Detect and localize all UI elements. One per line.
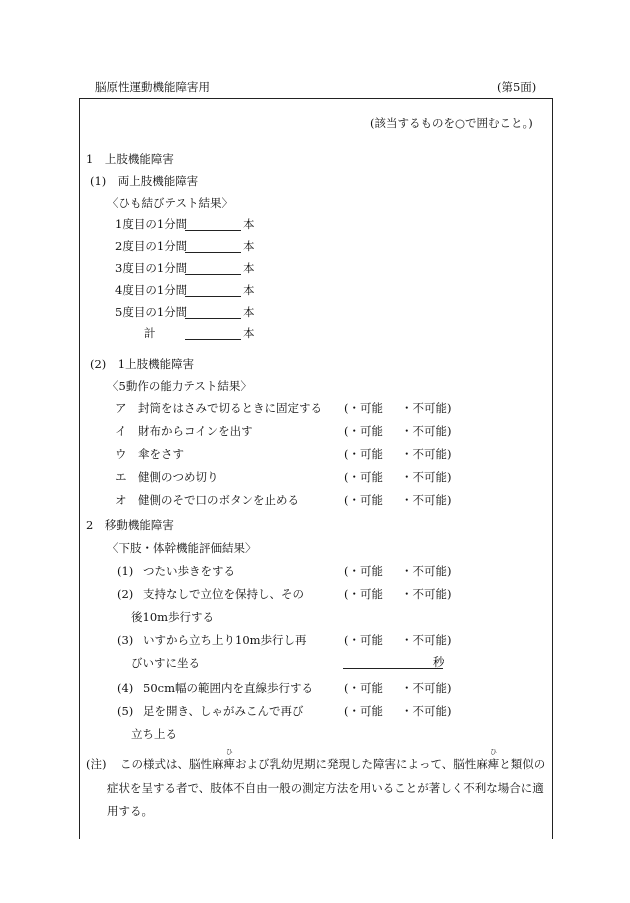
mobility-impossible-option[interactable]: ・不可能) [401,587,452,601]
action-mark: イ [115,424,127,438]
action-impossible-option[interactable]: ・不可能) [401,424,452,438]
tie-row-blank-line [185,274,241,275]
note-line-3: 用する。 [107,804,153,818]
mobility-possible-option[interactable]: (・可能 [344,704,383,718]
mobility-test-title: 〈下肢・体幹機能評価結果〉 [107,541,257,555]
note-label: (注) [86,757,107,771]
note-line-1: この様式は、脳性麻痺 ひ および乳幼児期に発現した障害によって、脳性麻痺 ひ と類似の [120,748,546,771]
mobility-text-cont: びいすに坐る [131,656,200,670]
action-text: 財布からコインを出す [138,424,253,438]
action-possible-option[interactable]: (・可能 [344,470,383,484]
section1-sub1-heading: (1) 両上肢機能障害 [90,174,199,188]
instruction-text: (該当するものを○で囲むこと。) [370,116,533,130]
mobility-possible-option[interactable]: (・可能 [344,633,383,647]
mobility-num: (1) [117,564,134,578]
tie-row-unit: 本 [243,261,255,275]
mobility-text: いすから立ち上り10m歩行し再 [143,633,307,647]
mobility-num: (4) [117,681,134,695]
section2-heading: 2 移動機能障害 [86,518,174,532]
mobility-text: つたい歩きをする [143,564,235,578]
tie-row-blank-line [185,252,241,253]
mobility-impossible-option[interactable]: ・不可能) [401,633,452,647]
action-text: 健側のそで口のボタンを止める [138,493,299,507]
action-mark: オ [115,493,127,507]
tie-row-label: 2度目の1分間 [115,239,188,253]
mobility-impossible-option[interactable]: ・不可能) [401,681,452,695]
mobility-text: 足を開き、しゃがみこんで再び [143,704,304,718]
tie-row-blank-line [185,296,241,297]
seconds-unit: 秒 [433,655,445,669]
note-line-2: 症状を呈する者で、肢体不自由一般の測定方法を用いることが著しく不利な場合に適 [107,781,544,795]
action-text: 傘をさす [138,447,184,461]
mobility-num: (2) [117,587,134,601]
tie-row-label: 4度目の1分間 [115,283,188,297]
mobility-impossible-option[interactable]: ・不可能) [401,704,452,718]
total-unit: 本 [243,326,255,340]
action-possible-option[interactable]: (・可能 [344,401,383,415]
mobility-text: 支持なしで立位を保持し、その [143,587,304,601]
action-mark: エ [115,470,127,484]
action-impossible-option[interactable]: ・不可能) [401,401,452,415]
tie-row-blank-line [185,230,241,231]
form-title: 脳原性運動機能障害用 [95,80,210,94]
action-impossible-option[interactable]: ・不可能) [401,470,452,484]
tie-row-blank-line [185,318,241,319]
tie-row-unit: 本 [243,239,255,253]
action-mark: ウ [115,447,127,461]
action-text: 健側のつめ切り [138,470,219,484]
five-actions-test-title: 〈5動作の能力テスト結果〉 [107,379,252,393]
tie-row-unit: 本 [243,217,255,231]
action-text: 封筒をはさみで切るときに固定する [138,401,322,415]
action-impossible-option[interactable]: ・不可能) [401,493,452,507]
tie-row-label: 3度目の1分間 [115,261,188,275]
section1-heading: 1 上肢機能障害 [86,152,174,166]
action-possible-option[interactable]: (・可能 [344,447,383,461]
ruby-mahi-1: 痺 ひ [223,748,235,771]
tie-row-unit: 本 [243,283,255,297]
section1-sub2-heading: (2) 1上肢機能障害 [90,357,195,371]
mobility-possible-option[interactable]: (・可能 [344,681,383,695]
action-possible-option[interactable]: (・可能 [344,424,383,438]
string-tie-test-title: 〈ひも結びテスト結果〉 [107,196,234,210]
mobility-text-cont: 立ち上る [131,727,177,741]
mobility-num: (5) [117,704,134,718]
tie-row-label: 1度目の1分間 [115,217,188,231]
mobility-impossible-option[interactable]: ・不可能) [401,564,452,578]
total-blank-line [185,339,241,340]
tie-row-label: 5度目の1分間 [115,305,188,319]
action-mark: ア [115,401,127,415]
mobility-possible-option[interactable]: (・可能 [344,564,383,578]
total-label: 計 [144,326,156,340]
mobility-text: 50cm幅の範囲内を直線歩行する [143,681,313,695]
action-impossible-option[interactable]: ・不可能) [401,447,452,461]
mobility-possible-option[interactable]: (・可能 [344,587,383,601]
ruby-mahi-2: 痺 ひ [487,748,500,771]
seconds-blank-line [343,668,443,669]
action-possible-option[interactable]: (・可能 [344,493,383,507]
tie-row-unit: 本 [243,305,255,319]
mobility-num: (3) [117,633,134,647]
mobility-text-cont: 後10m歩行する [131,610,215,624]
page-label: (第5面) [497,80,537,94]
